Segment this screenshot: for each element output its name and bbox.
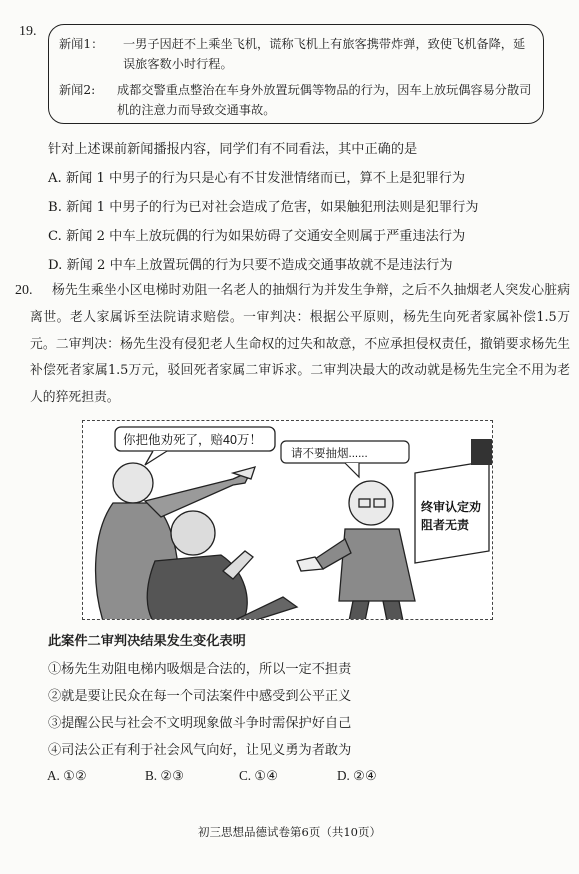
left-bubble-tail bbox=[145, 451, 167, 465]
question-19-option-a: A. 新闻 1 中男子的行为只是心有不甘发泄情绪而已，算不上是犯罪行为 bbox=[48, 171, 466, 186]
choice-a: A. ①② bbox=[47, 768, 87, 783]
question-20-paragraph: 杨先生乘坐小区电梯时劝阻一名老人的抽烟行为并发生争辩，之后不久抽烟老人突发心脏病离世。老人家属诉至法院请求赔偿。一审判决：根据公平原则，杨先生向死者家属补偿1.5万元。二审判决：杨先生没有侵犯老人生命权的过失和故意，不应承担侵权责任，撤销要求杨先生补偿死者家属1.5万元，驳回死者家属二审诉求。二审判决最大的改动就是杨先生完全不用为老人的猝死担责。 bbox=[30, 283, 570, 406]
news-1 bbox=[59, 34, 533, 74]
question-19-stem: 针对上述课前新闻播报内容，同学们有不同看法，其中正确的是 bbox=[48, 142, 418, 157]
question-20-statement-1: ①杨先生劝阻电梯内吸烟是合法的，所以一定不担责 bbox=[48, 662, 352, 677]
right-bubble-text: 请不要抽烟...... bbox=[291, 448, 368, 460]
cartoon-drawing bbox=[83, 421, 493, 620]
question-19-option-d: D. 新闻 2 中车上放置玩偶的行为只要不造成交通事故就不是违法行为 bbox=[48, 258, 453, 273]
news-2 bbox=[59, 80, 533, 120]
news-2-text: 成都交警重点整治在车身外放置玩偶等物品的行为，因车上放玩偶容易分散司机的注意力而导致交通事故。 bbox=[117, 83, 532, 117]
news-box bbox=[48, 24, 544, 124]
question-19-number: 19. bbox=[19, 24, 37, 39]
news-2-label: 新闻2: bbox=[59, 83, 96, 97]
news-1-text: 一男子因赶不上乘坐飞机，谎称飞机上有旅客携带炸弹，致使飞机备降，延误旅客数小时行程。 bbox=[123, 37, 526, 71]
cartoon-illustration bbox=[82, 420, 493, 620]
choice-b: B. ②③ bbox=[145, 768, 185, 783]
news-1-label: 新闻1： bbox=[59, 37, 104, 51]
question-20-statement-2: ②就是要让民众在每一个司法案件中感受到公平正义 bbox=[48, 689, 352, 704]
question-20-statement-4: ④司法公正有利于社会风气向好，让见义勇为者敢为 bbox=[48, 743, 352, 758]
right-bubble-tail bbox=[345, 463, 359, 477]
choice-c: C. ①④ bbox=[239, 768, 279, 783]
question-19-option-b: B. 新闻 1 中男子的行为已对社会造成了危害，如果触犯刑法则是犯罪行为 bbox=[48, 200, 479, 215]
mr-yang-figure bbox=[297, 481, 415, 620]
sign-text-line2: 阻者无责 bbox=[421, 518, 470, 532]
choice-d: D. ②④ bbox=[337, 768, 377, 783]
sign-holder-hand bbox=[471, 439, 493, 465]
question-20-statement-3: ③提醒公民与社会不文明现象做斗争时需保护好自己 bbox=[48, 716, 352, 731]
question-19-option-c: C. 新闻 2 中车上放玩偶的行为如果妨碍了交通安全则属于严重违法行为 bbox=[48, 229, 466, 244]
page-footer: 初三思想品德试卷第6页（共10页） bbox=[198, 825, 381, 839]
question-20-number: 20. bbox=[15, 283, 33, 298]
question-20-stem: 此案件二审判决结果发生变化表明 bbox=[48, 634, 246, 649]
sign-text-line1: 终审认定劝 bbox=[421, 500, 482, 514]
left-bubble-text: 你把他劝死了，赔40万！ bbox=[123, 433, 262, 447]
